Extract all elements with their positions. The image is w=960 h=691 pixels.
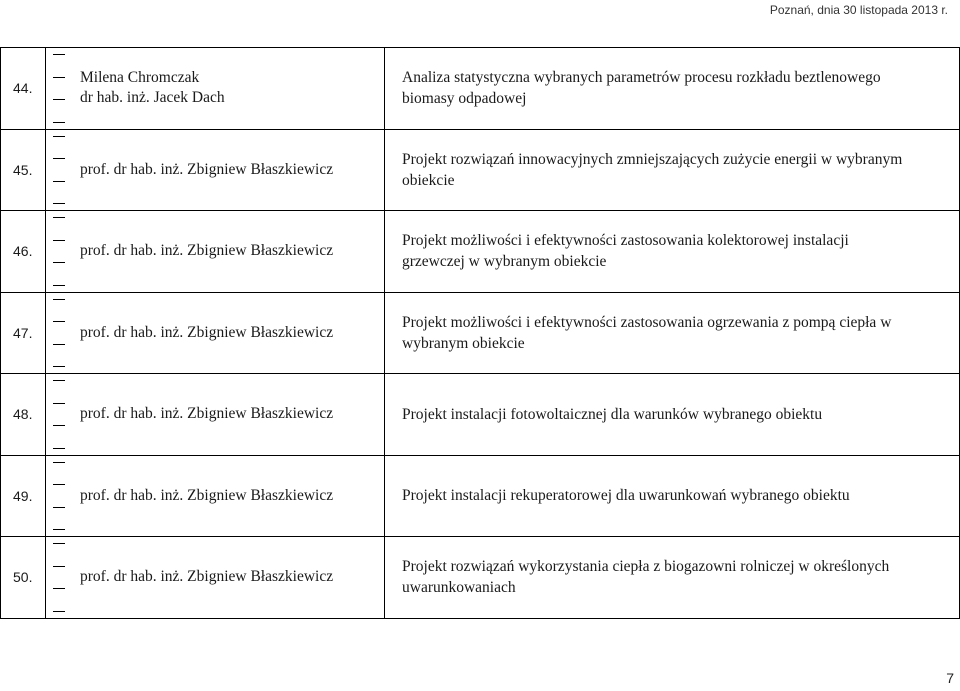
supervisor-names xyxy=(80,68,225,108)
topic-number: 47. xyxy=(1,292,46,374)
topic-number: 44. xyxy=(1,48,46,130)
topic-title: Projekt rozwiązań wykorzystania ciepła z biogazowni rolniczej w określonych uwarunkowaniach xyxy=(385,537,960,619)
dash-bullet xyxy=(53,203,65,204)
dash-bullet xyxy=(53,543,65,544)
supervisor-names xyxy=(80,567,333,587)
dash-bullet xyxy=(53,529,65,530)
supervisor-names xyxy=(80,404,333,424)
dash-bullet xyxy=(53,611,65,612)
topic-number: 46. xyxy=(1,211,46,293)
dash-bullet xyxy=(53,54,65,55)
bullet-dashes xyxy=(53,462,67,531)
bullet-dashes xyxy=(53,380,67,449)
dash-bullet xyxy=(53,507,65,508)
dash-bullet xyxy=(53,299,65,300)
supervisor-cell xyxy=(46,211,385,293)
page-number: 7 xyxy=(946,670,954,686)
dash-bullet xyxy=(53,99,65,100)
supervisor-cell xyxy=(46,374,385,456)
table-row xyxy=(1,292,960,374)
topic-number: 48. xyxy=(1,374,46,456)
supervisor-name: prof. dr hab. inż. Zbigniew Błaszkiewicz xyxy=(80,486,334,504)
dash-bullet xyxy=(53,462,65,463)
topic-number: 49. xyxy=(1,455,46,537)
dash-bullet xyxy=(53,122,65,123)
table-row xyxy=(1,48,960,130)
supervisor-names xyxy=(80,486,333,506)
bullet-dashes xyxy=(53,136,67,205)
supervisor-cell xyxy=(46,537,385,619)
dash-bullet xyxy=(53,240,65,241)
bullet-dashes xyxy=(53,299,67,368)
dash-bullet xyxy=(53,588,65,589)
table-row xyxy=(1,374,960,456)
topic-title: Projekt instalacji rekuperatorowej dla uwarunkowań wybranego obiektu xyxy=(385,455,960,537)
supervisor-names xyxy=(80,323,333,343)
dash-bullet xyxy=(53,484,65,485)
dash-bullet xyxy=(53,321,65,322)
dash-bullet xyxy=(53,158,65,159)
supervisor-cell xyxy=(46,48,385,130)
bullet-dashes xyxy=(53,217,67,286)
topic-title: Projekt rozwiązań innowacyjnych zmniejszających zużycie energii w wybranym obiekcie xyxy=(385,129,960,211)
supervisor-cell xyxy=(46,292,385,374)
topic-title: Projekt instalacji fotowoltaicznej dla warunków wybranego obiektu xyxy=(385,374,960,456)
supervisor-name: prof. dr hab. inż. Zbigniew Błaszkiewicz xyxy=(80,242,334,260)
supervisor-name: prof. dr hab. inż. Zbigniew Błaszkiewicz xyxy=(80,405,334,423)
dash-bullet xyxy=(53,366,65,367)
supervisor-cell xyxy=(46,129,385,211)
supervisor-name: Milena Chromczak xyxy=(80,69,200,87)
bullet-dashes xyxy=(53,543,67,612)
dash-bullet xyxy=(53,136,65,137)
dash-bullet xyxy=(53,448,65,449)
supervisor-name: dr hab. inż. Jacek Dach xyxy=(80,89,225,107)
supervisor-name: prof. dr hab. inż. Zbigniew Błaszkiewicz xyxy=(80,323,334,341)
dash-bullet xyxy=(53,77,65,78)
dash-bullet xyxy=(53,380,65,381)
supervisor-name: prof. dr hab. inż. Zbigniew Błaszkiewicz xyxy=(80,568,334,586)
dash-bullet xyxy=(53,425,65,426)
dash-bullet xyxy=(53,344,65,345)
table-row xyxy=(1,455,960,537)
page-header-date: Poznań, dnia 30 listopada 2013 r. xyxy=(769,3,948,17)
topic-title: Projekt możliwości i efektywności zastosowania kolektorowej instalacji grzewczej w wybranym obiekcie xyxy=(385,211,960,293)
topic-title: Analiza statystyczna wybranych parametrów procesu rozkładu beztlenowego biomasy odpadowej xyxy=(385,48,960,130)
table-row xyxy=(1,537,960,619)
topic-title: Projekt możliwości i efektywności zastosowania ogrzewania z pompą ciepła w wybranym obiekcie xyxy=(385,292,960,374)
supervisor-cell xyxy=(46,455,385,537)
table-row xyxy=(1,129,960,211)
supervisor-name: prof. dr hab. inż. Zbigniew Błaszkiewicz xyxy=(80,160,334,178)
dash-bullet xyxy=(53,285,65,286)
table-row xyxy=(1,211,960,293)
bullet-dashes xyxy=(53,54,67,123)
dash-bullet xyxy=(53,181,65,182)
supervisor-names xyxy=(80,160,333,180)
thesis-topics-table xyxy=(0,47,960,619)
dash-bullet xyxy=(53,262,65,263)
supervisor-names xyxy=(80,241,333,261)
dash-bullet xyxy=(53,566,65,567)
dash-bullet xyxy=(53,403,65,404)
topic-number: 45. xyxy=(1,129,46,211)
topic-number: 50. xyxy=(1,537,46,619)
dash-bullet xyxy=(53,217,65,218)
